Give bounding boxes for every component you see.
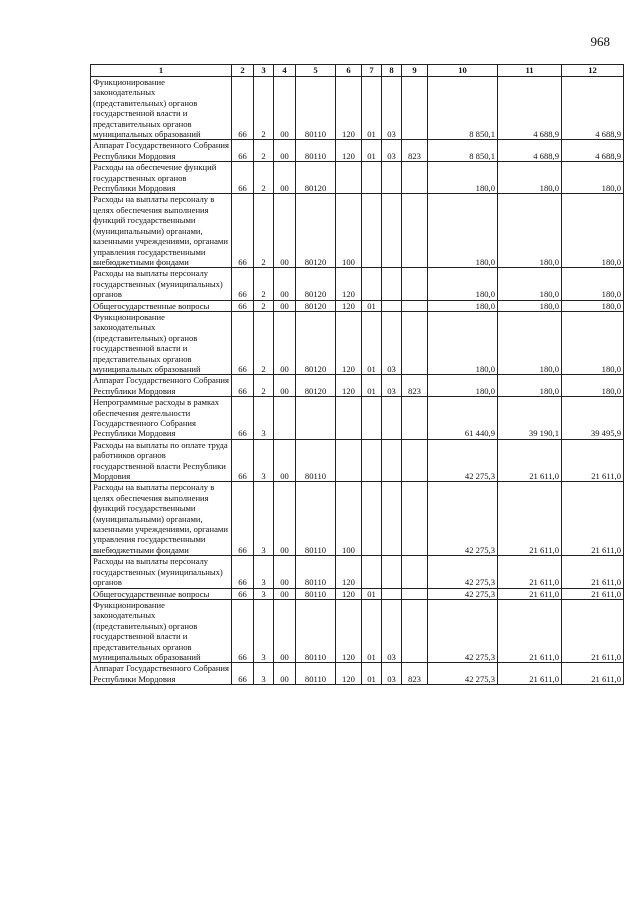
col-header: 8	[382, 65, 402, 77]
table-row	[91, 77, 624, 140]
value-cell: 3	[254, 588, 274, 599]
row-name-cell: Функционирование законодательных (представительных) органов государственной власти и представительных органов муниципальных образований	[91, 599, 232, 662]
value-cell: 03	[382, 375, 402, 397]
value-cell: 180,0	[562, 268, 624, 300]
budget-table	[90, 64, 624, 685]
value-cell: 42 275,3	[428, 663, 498, 685]
value-cell: 00	[274, 588, 296, 599]
value-cell: 66	[232, 397, 254, 440]
value-cell	[402, 194, 428, 268]
value-cell	[402, 300, 428, 311]
value-cell: 01	[362, 588, 382, 599]
value-cell	[402, 77, 428, 140]
value-cell: 66	[232, 482, 254, 556]
value-cell: 2	[254, 268, 274, 300]
value-cell: 4 688,9	[562, 77, 624, 140]
value-cell: 823	[402, 140, 428, 162]
value-cell	[402, 482, 428, 556]
value-cell: 21 611,0	[498, 482, 562, 556]
row-name-cell: Расходы на выплаты персоналу государственных (муниципальных) органов	[91, 268, 232, 300]
value-cell: 01	[362, 599, 382, 662]
value-cell: 00	[274, 375, 296, 397]
value-cell: 01	[362, 663, 382, 685]
row-name-cell: Расходы на выплаты персоналу в целях обеспечения выполнения функций государственными (муниципальными) органами, казенными учреждениями, органами управления государственными внебюджетными фондами	[91, 482, 232, 556]
value-cell	[402, 588, 428, 599]
value-cell	[274, 397, 296, 440]
value-cell: 180,0	[562, 194, 624, 268]
value-cell: 120	[336, 268, 362, 300]
value-cell: 180,0	[428, 300, 498, 311]
value-cell: 2	[254, 140, 274, 162]
value-cell	[362, 397, 382, 440]
value-cell: 120	[336, 588, 362, 599]
value-cell: 80110	[296, 663, 336, 685]
value-cell: 03	[382, 140, 402, 162]
value-cell: 120	[336, 300, 362, 311]
value-cell: 42 275,3	[428, 439, 498, 482]
value-cell: 66	[232, 663, 254, 685]
value-cell: 2	[254, 311, 274, 374]
value-cell: 01	[362, 140, 382, 162]
row-name-cell: Расходы на выплаты персоналу государственных (муниципальных) органов	[91, 556, 232, 588]
value-cell: 823	[402, 663, 428, 685]
value-cell: 21 611,0	[498, 439, 562, 482]
value-cell: 00	[274, 268, 296, 300]
value-cell: 21 611,0	[562, 439, 624, 482]
value-cell: 39 495,9	[562, 397, 624, 440]
value-cell: 66	[232, 556, 254, 588]
value-cell: 21 611,0	[562, 663, 624, 685]
table-row	[91, 375, 624, 397]
col-header: 11	[498, 65, 562, 77]
value-cell	[382, 300, 402, 311]
value-cell: 00	[274, 140, 296, 162]
value-cell	[382, 588, 402, 599]
value-cell: 2	[254, 77, 274, 140]
table-row	[91, 663, 624, 685]
value-cell: 21 611,0	[562, 556, 624, 588]
value-cell: 00	[274, 482, 296, 556]
value-cell: 21 611,0	[498, 556, 562, 588]
value-cell: 180,0	[428, 311, 498, 374]
value-cell: 180,0	[498, 162, 562, 194]
value-cell	[382, 268, 402, 300]
value-cell	[402, 556, 428, 588]
table-row	[91, 300, 624, 311]
value-cell: 66	[232, 588, 254, 599]
value-cell: 21 611,0	[498, 599, 562, 662]
value-cell	[362, 439, 382, 482]
value-cell: 61 440,9	[428, 397, 498, 440]
value-cell: 66	[232, 300, 254, 311]
value-cell	[362, 162, 382, 194]
value-cell: 80120	[296, 268, 336, 300]
row-name-cell: Аппарат Государственного Собрания Республики Мордовия	[91, 375, 232, 397]
value-cell: 120	[336, 375, 362, 397]
value-cell	[382, 439, 402, 482]
value-cell: 66	[232, 439, 254, 482]
value-cell: 66	[232, 268, 254, 300]
value-cell: 80110	[296, 588, 336, 599]
value-cell: 80110	[296, 556, 336, 588]
value-cell: 42 275,3	[428, 482, 498, 556]
value-cell: 21 611,0	[498, 588, 562, 599]
value-cell: 03	[382, 311, 402, 374]
value-cell: 2	[254, 300, 274, 311]
value-cell: 80110	[296, 482, 336, 556]
value-cell	[382, 556, 402, 588]
value-cell: 66	[232, 162, 254, 194]
value-cell: 80120	[296, 162, 336, 194]
value-cell: 39 190,1	[498, 397, 562, 440]
value-cell: 8 850,1	[428, 77, 498, 140]
col-header: 7	[362, 65, 382, 77]
col-header: 6	[336, 65, 362, 77]
value-cell: 80120	[296, 194, 336, 268]
value-cell: 42 275,3	[428, 588, 498, 599]
table-row	[91, 588, 624, 599]
row-name-cell: Функционирование законодательных (представительных) органов государственной власти и представительных органов муниципальных образований	[91, 77, 232, 140]
value-cell: 3	[254, 439, 274, 482]
table-row	[91, 268, 624, 300]
value-cell: 00	[274, 300, 296, 311]
value-cell: 4 688,9	[498, 140, 562, 162]
value-cell: 01	[362, 375, 382, 397]
value-cell: 180,0	[562, 300, 624, 311]
value-cell: 66	[232, 194, 254, 268]
value-cell: 01	[362, 77, 382, 140]
value-cell	[382, 194, 402, 268]
value-cell: 00	[274, 556, 296, 588]
value-cell: 21 611,0	[498, 663, 562, 685]
value-cell: 180,0	[498, 375, 562, 397]
value-cell: 3	[254, 397, 274, 440]
value-cell: 823	[402, 375, 428, 397]
value-cell: 80110	[296, 77, 336, 140]
value-cell: 8 850,1	[428, 140, 498, 162]
value-cell: 180,0	[428, 194, 498, 268]
row-name-cell: Общегосударственные вопросы	[91, 588, 232, 599]
value-cell	[382, 482, 402, 556]
table-row	[91, 482, 624, 556]
value-cell: 80110	[296, 439, 336, 482]
value-cell: 03	[382, 77, 402, 140]
value-cell	[336, 397, 362, 440]
value-cell	[402, 439, 428, 482]
col-header: 10	[428, 65, 498, 77]
row-name-cell: Расходы на выплаты по оплате труда работников органов государственной власти Республики Мордовия	[91, 439, 232, 482]
table-row	[91, 140, 624, 162]
value-cell: 120	[336, 311, 362, 374]
value-cell: 4 688,9	[562, 140, 624, 162]
value-cell: 2	[254, 194, 274, 268]
value-cell: 180,0	[498, 268, 562, 300]
value-cell	[402, 162, 428, 194]
table-row	[91, 556, 624, 588]
row-name-cell: Расходы на обеспечение функций государственных органов Республики Мордовия	[91, 162, 232, 194]
value-cell	[402, 268, 428, 300]
value-cell	[296, 397, 336, 440]
value-cell: 100	[336, 194, 362, 268]
value-cell: 01	[362, 311, 382, 374]
value-cell	[362, 194, 382, 268]
table-row	[91, 311, 624, 374]
value-cell: 80120	[296, 375, 336, 397]
value-cell: 00	[274, 194, 296, 268]
value-cell: 80110	[296, 599, 336, 662]
value-cell: 66	[232, 599, 254, 662]
value-cell: 00	[274, 599, 296, 662]
value-cell	[336, 162, 362, 194]
value-cell: 66	[232, 77, 254, 140]
value-cell	[382, 397, 402, 440]
value-cell: 120	[336, 77, 362, 140]
value-cell: 180,0	[498, 194, 562, 268]
col-header: 4	[274, 65, 296, 77]
value-cell: 180,0	[562, 162, 624, 194]
value-cell: 180,0	[498, 300, 562, 311]
value-cell: 180,0	[562, 375, 624, 397]
value-cell: 00	[274, 162, 296, 194]
value-cell: 120	[336, 556, 362, 588]
value-cell: 00	[274, 311, 296, 374]
table-row	[91, 162, 624, 194]
value-cell: 120	[336, 140, 362, 162]
value-cell: 80120	[296, 300, 336, 311]
value-cell	[402, 397, 428, 440]
value-cell: 4 688,9	[498, 77, 562, 140]
col-header: 3	[254, 65, 274, 77]
value-cell: 00	[274, 77, 296, 140]
value-cell: 120	[336, 599, 362, 662]
value-cell	[362, 482, 382, 556]
value-cell	[362, 556, 382, 588]
value-cell: 03	[382, 663, 402, 685]
value-cell: 01	[362, 300, 382, 311]
value-cell: 3	[254, 556, 274, 588]
value-cell: 100	[336, 482, 362, 556]
value-cell: 3	[254, 663, 274, 685]
value-cell: 21 611,0	[562, 482, 624, 556]
col-header: 12	[562, 65, 624, 77]
value-cell: 21 611,0	[562, 588, 624, 599]
col-header: 2	[232, 65, 254, 77]
col-header: 9	[402, 65, 428, 77]
col-header: 5	[296, 65, 336, 77]
value-cell: 180,0	[428, 375, 498, 397]
col-header: 1	[91, 65, 232, 77]
value-cell	[402, 311, 428, 374]
value-cell: 00	[274, 663, 296, 685]
value-cell: 80110	[296, 140, 336, 162]
row-name-cell: Функционирование законодательных (представительных) органов государственной власти и представительных органов муниципальных образований	[91, 311, 232, 374]
value-cell: 180,0	[562, 311, 624, 374]
value-cell: 66	[232, 311, 254, 374]
row-name-cell: Непрограммные расходы в рамках обеспечения деятельности Государственного Собрания Республики Мордовия	[91, 397, 232, 440]
value-cell: 42 275,3	[428, 599, 498, 662]
value-cell	[402, 599, 428, 662]
value-cell: 00	[274, 439, 296, 482]
value-cell: 3	[254, 599, 274, 662]
value-cell	[362, 268, 382, 300]
value-cell: 3	[254, 482, 274, 556]
value-cell: 66	[232, 375, 254, 397]
row-name-cell: Аппарат Государственного Собрания Республики Мордовия	[91, 663, 232, 685]
header-row	[91, 65, 624, 77]
value-cell: 21 611,0	[562, 599, 624, 662]
table-row	[91, 439, 624, 482]
value-cell: 2	[254, 375, 274, 397]
value-cell	[336, 439, 362, 482]
value-cell: 180,0	[428, 268, 498, 300]
value-cell	[382, 162, 402, 194]
table-row	[91, 397, 624, 440]
row-name-cell: Общегосударственные вопросы	[91, 300, 232, 311]
table-row	[91, 599, 624, 662]
value-cell: 42 275,3	[428, 556, 498, 588]
value-cell: 03	[382, 599, 402, 662]
value-cell: 180,0	[428, 162, 498, 194]
row-name-cell: Аппарат Государственного Собрания Республики Мордовия	[91, 140, 232, 162]
value-cell: 120	[336, 663, 362, 685]
value-cell: 80120	[296, 311, 336, 374]
value-cell: 180,0	[498, 311, 562, 374]
value-cell: 66	[232, 140, 254, 162]
table-row	[91, 194, 624, 268]
row-name-cell: Расходы на выплаты персоналу в целях обеспечения выполнения функций государственными (муниципальными) органами, казенными учреждениями, органами управления государственными внебюджетными фондами	[91, 194, 232, 268]
page-number: 968	[590, 34, 610, 49]
value-cell: 2	[254, 162, 274, 194]
